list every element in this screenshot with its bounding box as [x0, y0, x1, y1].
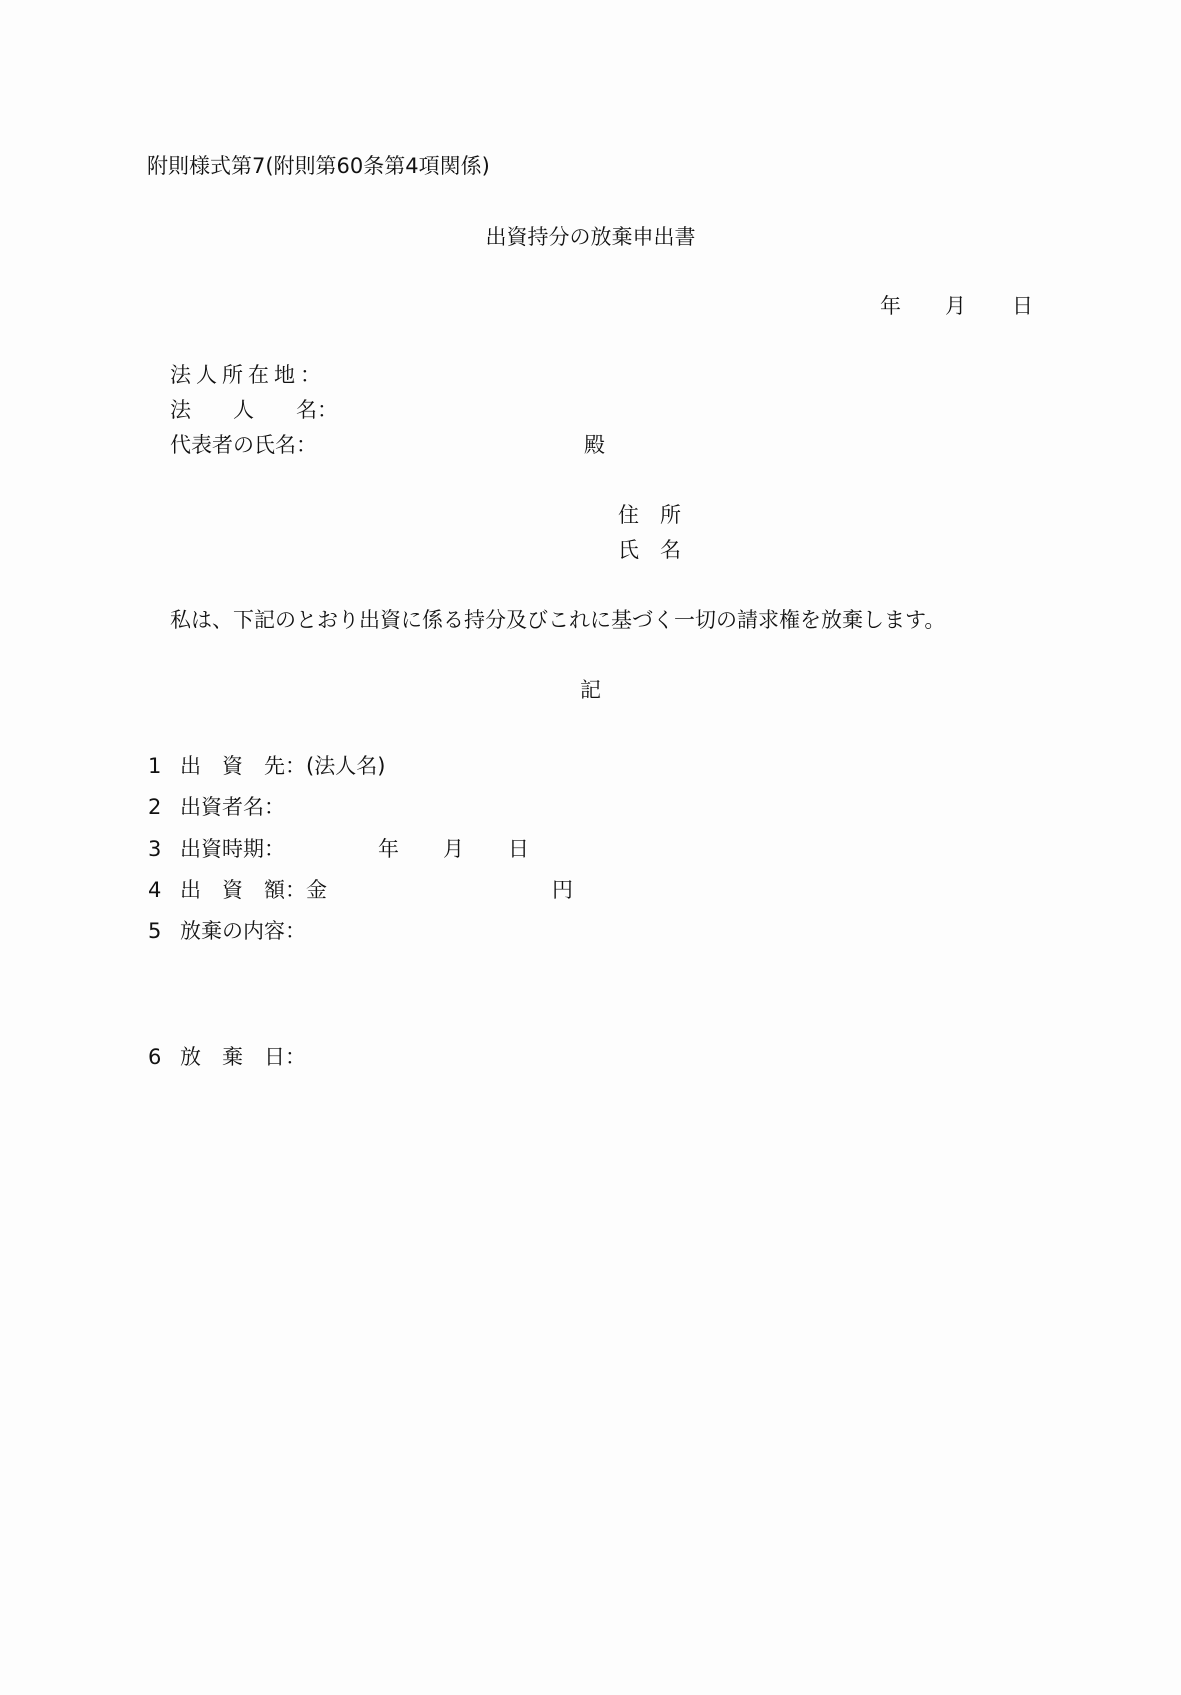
item-number: 5 [148, 919, 162, 943]
item-number: 6 [148, 1045, 162, 1069]
item-investment-amount: 出 資 額：金 [180, 878, 327, 902]
item-investment-date: 出資時期： [180, 837, 285, 861]
corporate-location-label: 法人所在地： [170, 363, 326, 387]
representative-name-label: 代表者の氏名： [170, 433, 317, 457]
item-number: 4 [148, 878, 162, 902]
item-investment-destination: 出 資 先：(法人名) [180, 754, 386, 778]
date-day-label: 日 [1012, 294, 1033, 318]
declaration-statement: 私は、下記のとおり出資に係る持分及びこれに基づく一切の請求権を放棄します。 [170, 608, 946, 632]
investment-date-day-label: 日 [508, 837, 529, 861]
form-reference: 附則様式第7(附則第60条第4項関係) [147, 154, 490, 178]
ki-heading: 記 [580, 678, 601, 702]
item-waiver-content: 放棄の内容： [180, 919, 306, 943]
sender-name-label: 氏 名 [618, 538, 681, 562]
yen-unit-label: 円 [552, 878, 573, 902]
item-waiver-date: 放 棄 日： [180, 1045, 306, 1069]
item-number: 1 [148, 754, 162, 778]
date-month-label: 月 [945, 294, 966, 318]
honorific-dono: 殿 [584, 433, 605, 457]
document-title: 出資持分の放棄申出書 [485, 225, 696, 249]
investment-date-month-label: 月 [443, 837, 464, 861]
date-year-label: 年 [880, 294, 901, 318]
item-number: 3 [148, 837, 162, 861]
investment-date-year-label: 年 [378, 837, 399, 861]
item-investor-name: 出資者名： [180, 795, 285, 819]
corporate-name-label: 法 人 名： [170, 398, 338, 422]
item-number: 2 [148, 795, 162, 819]
sender-address-label: 住 所 [618, 503, 681, 527]
